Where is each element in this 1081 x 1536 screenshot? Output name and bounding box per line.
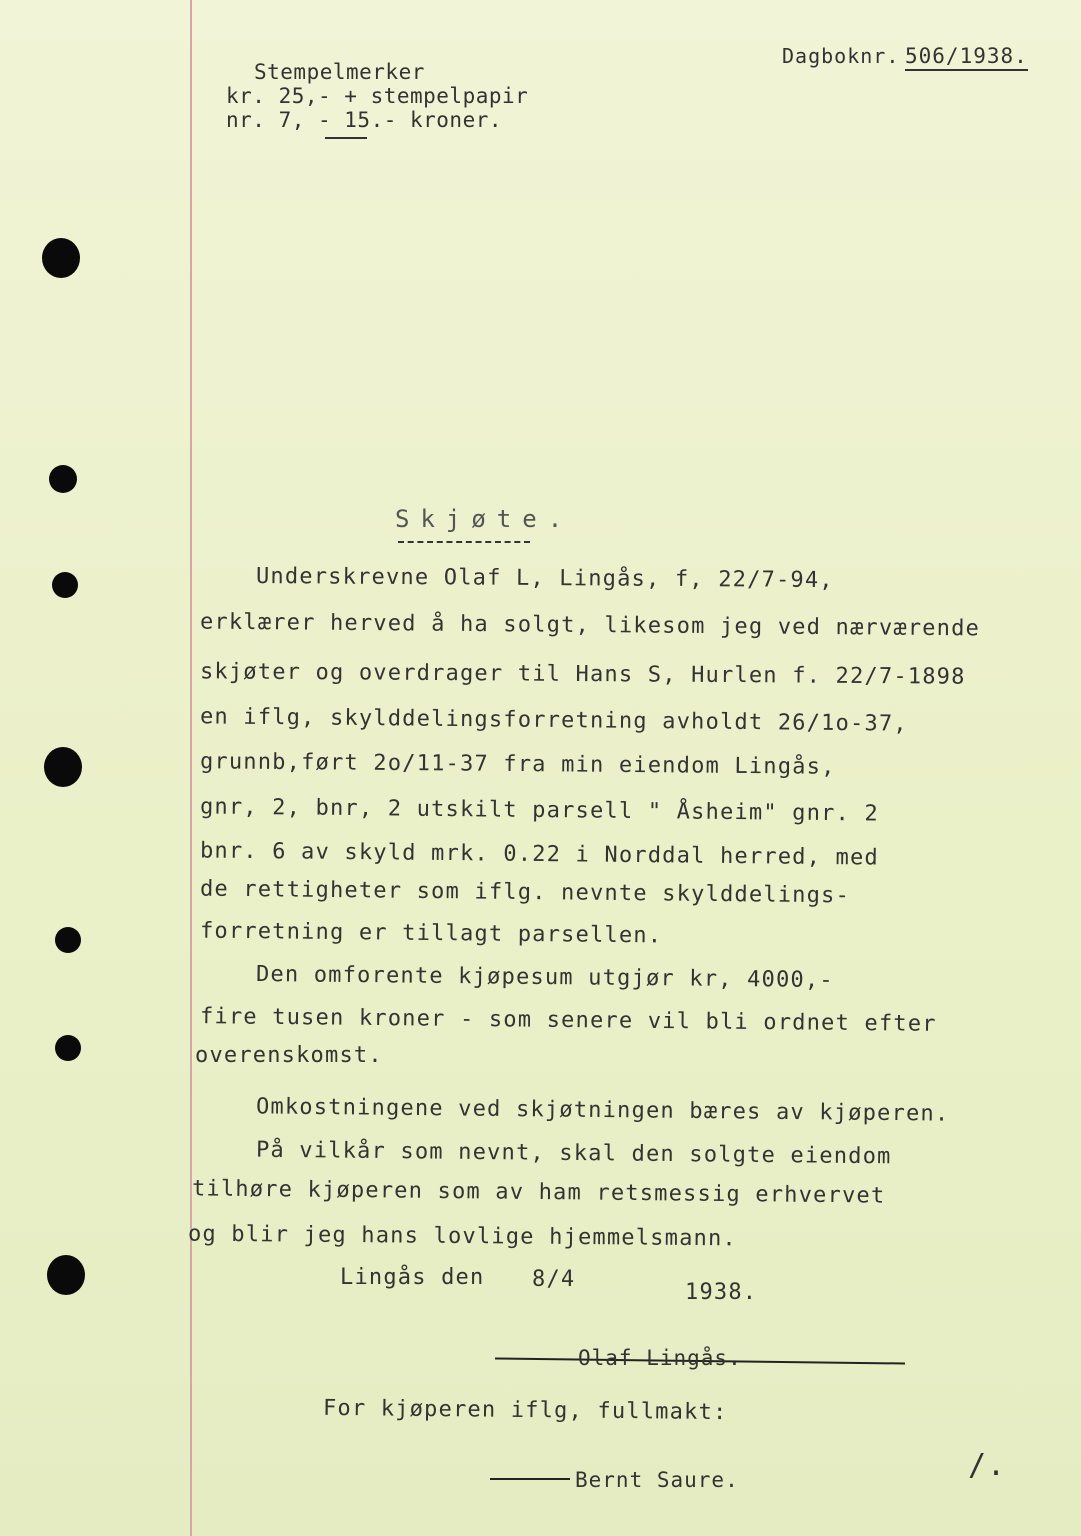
body-line: Underskrevne Olaf L, Lingås, f, 22/7-94, bbox=[255, 563, 834, 594]
body-line: og blir jeg hans lovlige hjemmelsmann. bbox=[187, 1221, 738, 1252]
stamp-line-2: kr. 25,- + stempelpapir bbox=[226, 84, 529, 108]
proxy-label: For kjøperen iflg, fullmakt: bbox=[322, 1395, 728, 1426]
margin-rule bbox=[190, 0, 192, 1536]
buyer-signature-line bbox=[490, 1478, 570, 1480]
body-line: bnr. 6 av skyld mrk. 0.22 i Norddal herred, med bbox=[199, 838, 880, 871]
punch-hole-7 bbox=[47, 1255, 85, 1295]
dagbok-number: 506/1938. bbox=[905, 44, 1028, 71]
body-line: grunnb,ført 2o/11-37 fra min eiendom Lingås, bbox=[199, 749, 836, 780]
body-line: overenskomst. bbox=[195, 1043, 383, 1068]
stamp-line-1: Stempelmerker bbox=[254, 60, 425, 84]
body-line: gnr, 2, bnr, 2 utskilt parsell " Åsheim" gnr. 2 bbox=[199, 794, 880, 827]
body-line: skjøter og overdrager til Hans S, Hurlen f. 22/7-1898 bbox=[199, 659, 966, 690]
punch-hole-5 bbox=[55, 927, 81, 953]
body-line: de rettigheter som iflg. nevnte skylddelings- bbox=[199, 876, 851, 909]
end-mark: /. bbox=[968, 1448, 1007, 1483]
document-title: Skjøte. bbox=[395, 505, 574, 533]
punch-hole-4 bbox=[44, 747, 82, 787]
stamp-line-3: nr. 7, - 15.- kroner. bbox=[226, 108, 503, 132]
punch-hole-3 bbox=[52, 572, 78, 598]
seller-signature: Olaf Lingås. bbox=[578, 1346, 742, 1370]
body-line: fire tusen kroner - som senere vil bli ordnet efter bbox=[199, 1004, 937, 1037]
title-underline bbox=[398, 541, 530, 543]
body-line: Den omforente kjøpesum utgjør kr, 4000,- bbox=[255, 961, 834, 994]
buyer-signature: Bernt Saure. bbox=[575, 1468, 739, 1492]
date-year: 1938. bbox=[685, 1280, 758, 1305]
stamp-underline bbox=[325, 137, 367, 139]
body-line: På vilkår som nevnt, skal den solgte eiendom bbox=[255, 1137, 892, 1170]
punch-hole-6 bbox=[55, 1035, 81, 1061]
body-line: erklærer herved å ha solgt, likesom jeg ved nærværende bbox=[199, 609, 981, 642]
body-line: Omkostningene ved skjøtningen bæres av kjøperen. bbox=[255, 1094, 950, 1127]
date-day: 8/4 bbox=[532, 1267, 576, 1292]
punch-hole-1 bbox=[42, 238, 80, 278]
place: Lingås den bbox=[340, 1265, 485, 1290]
body-line: forretning er tillagt parsellen. bbox=[199, 918, 663, 949]
body-line: tilhøre kjøperen som av ham retsmessig erhvervet bbox=[191, 1176, 886, 1209]
punch-hole-2 bbox=[49, 465, 77, 493]
body-line: en iflg, skylddelingsforretning avholdt 26/1o-37, bbox=[199, 704, 908, 737]
dagbok-label: Dagboknr. bbox=[782, 44, 900, 68]
